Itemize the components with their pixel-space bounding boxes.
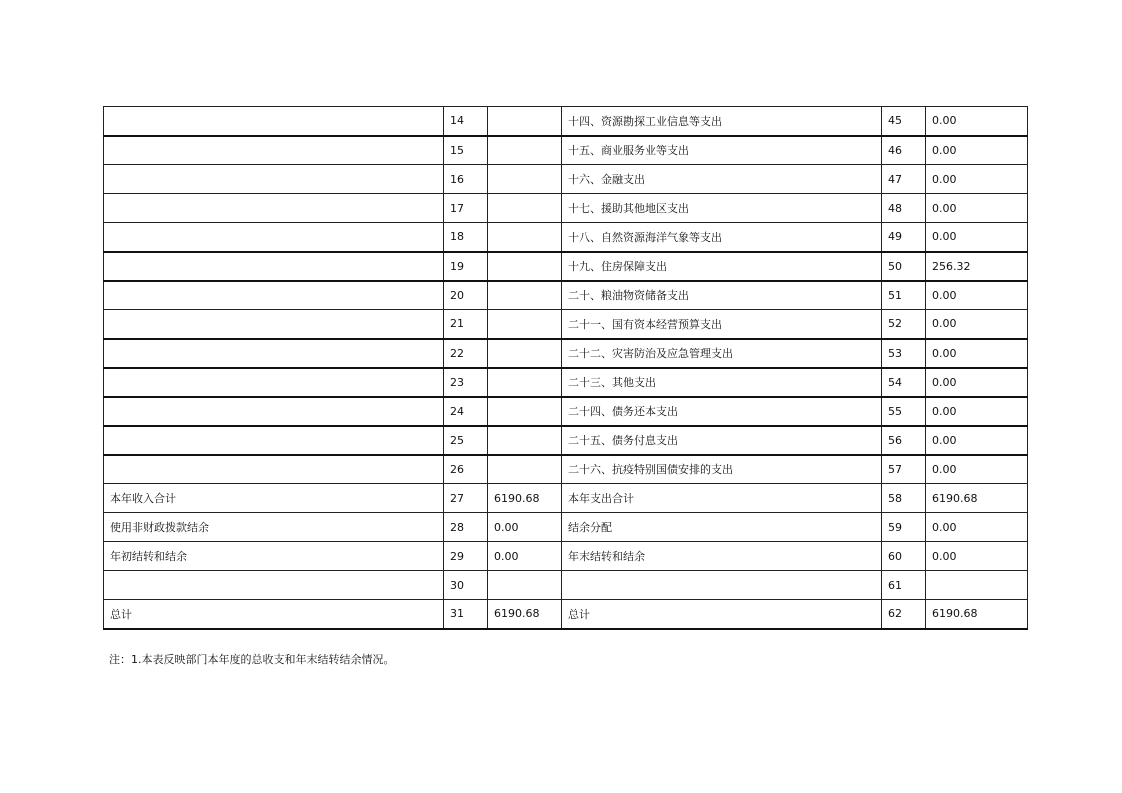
income-item-cell: [104, 281, 444, 310]
expense-amount-cell: 0.00: [926, 136, 1028, 165]
expense-item-cell: 十六、金融支出: [562, 165, 882, 194]
income-row-number: 16: [444, 165, 488, 194]
expense-amount-cell: 0.00: [926, 223, 1028, 252]
income-row-number: 19: [444, 252, 488, 281]
expense-amount-cell: 0.00: [926, 194, 1028, 223]
income-row-number: 15: [444, 136, 488, 165]
income-amount-cell: [488, 136, 562, 165]
expense-amount-cell: 0.00: [926, 455, 1028, 484]
income-amount-cell: [488, 165, 562, 194]
expense-item-cell: 二十四、债务还本支出: [562, 397, 882, 426]
expense-amount-cell: 0.00: [926, 165, 1028, 194]
income-row-number: 17: [444, 194, 488, 223]
income-item-cell: [104, 368, 444, 397]
expense-row-number: 55: [882, 397, 926, 426]
expense-item-cell: 十七、援助其他地区支出: [562, 194, 882, 223]
income-amount-cell: [488, 194, 562, 223]
income-item-cell: 年初结转和结余: [104, 542, 444, 571]
table-row: [104, 165, 1028, 194]
income-amount-cell: [488, 368, 562, 397]
table-row: [104, 368, 1028, 397]
income-item-cell: [104, 165, 444, 194]
expense-amount-cell: 0.00: [926, 426, 1028, 455]
income-item-cell: 总计: [104, 600, 444, 629]
income-item-cell: [104, 455, 444, 484]
expense-row-number: 61: [882, 571, 926, 600]
expense-row-number: 56: [882, 426, 926, 455]
expense-row-number: 50: [882, 252, 926, 281]
expense-row-number: 46: [882, 136, 926, 165]
expense-row-number: 57: [882, 455, 926, 484]
table-row: [104, 194, 1028, 223]
income-row-number: 28: [444, 513, 488, 542]
expense-amount-cell: 0.00: [926, 397, 1028, 426]
expense-row-number: 53: [882, 339, 926, 368]
income-row-number: 31: [444, 600, 488, 629]
income-amount-cell: [488, 426, 562, 455]
table-row: [104, 484, 1028, 513]
income-item-cell: [104, 136, 444, 165]
income-row-number: 30: [444, 571, 488, 600]
table-row: [104, 455, 1028, 484]
income-amount-cell: [488, 223, 562, 252]
expense-row-number: 62: [882, 600, 926, 629]
income-amount-cell: [488, 397, 562, 426]
expense-amount-cell: 0.00: [926, 339, 1028, 368]
income-row-number: 21: [444, 310, 488, 339]
income-row-number: 23: [444, 368, 488, 397]
expense-item-cell: 总计: [562, 600, 882, 629]
expense-row-number: 47: [882, 165, 926, 194]
table-row: [104, 252, 1028, 281]
income-amount-cell: [488, 571, 562, 600]
expense-item-cell: 本年支出合计: [562, 484, 882, 513]
income-amount-cell: 6190.68: [488, 600, 562, 629]
expense-row-number: 59: [882, 513, 926, 542]
income-amount-cell: [488, 107, 562, 136]
expense-row-number: 52: [882, 310, 926, 339]
income-row-number: 22: [444, 339, 488, 368]
income-row-number: 14: [444, 107, 488, 136]
expense-item-cell: 十四、资源勘探工业信息等支出: [562, 107, 882, 136]
expense-item-cell: 十五、商业服务业等支出: [562, 136, 882, 165]
expense-amount-cell: 0.00: [926, 107, 1028, 136]
income-item-cell: [104, 252, 444, 281]
table-footnote: 注：1.本表反映部门本年度的总收支和年末结转结余情况。: [109, 653, 395, 666]
income-item-cell: 使用非财政拨款结余: [104, 513, 444, 542]
expense-item-cell: 十九、住房保障支出: [562, 252, 882, 281]
income-item-cell: [104, 571, 444, 600]
expense-item-cell: 二十一、国有资本经营预算支出: [562, 310, 882, 339]
expense-amount-cell: 0.00: [926, 542, 1028, 571]
expense-item-cell: 结余分配: [562, 513, 882, 542]
expense-item-cell: 二十、粮油物资储备支出: [562, 281, 882, 310]
income-amount-cell: 6190.68: [488, 484, 562, 513]
table-row: [104, 397, 1028, 426]
table-row: [104, 310, 1028, 339]
expense-amount-cell: 0.00: [926, 513, 1028, 542]
table-row: [104, 571, 1028, 600]
income-item-cell: [104, 194, 444, 223]
expense-item-cell: 二十五、债务付息支出: [562, 426, 882, 455]
income-row-number: 29: [444, 542, 488, 571]
income-amount-cell: 0.00: [488, 513, 562, 542]
income-item-cell: [104, 223, 444, 252]
expense-item-cell: [562, 571, 882, 600]
income-amount-cell: 0.00: [488, 542, 562, 571]
table-row: [104, 600, 1028, 629]
expense-item-cell: 年末结转和结余: [562, 542, 882, 571]
expense-row-number: 49: [882, 223, 926, 252]
income-row-number: 20: [444, 281, 488, 310]
income-amount-cell: [488, 281, 562, 310]
table-row: [104, 339, 1028, 368]
income-row-number: 18: [444, 223, 488, 252]
budget-summary-table: [103, 106, 1028, 630]
expense-amount-cell: 6190.68: [926, 484, 1028, 513]
expense-item-cell: 十八、自然资源海洋气象等支出: [562, 223, 882, 252]
expense-amount-cell: 0.00: [926, 310, 1028, 339]
income-row-number: 24: [444, 397, 488, 426]
income-item-cell: [104, 107, 444, 136]
table-row: [104, 513, 1028, 542]
expense-amount-cell: 0.00: [926, 368, 1028, 397]
income-amount-cell: [488, 455, 562, 484]
expense-row-number: 60: [882, 542, 926, 571]
table-row: [104, 107, 1028, 136]
table-row: [104, 542, 1028, 571]
expense-item-cell: 二十三、其他支出: [562, 368, 882, 397]
income-amount-cell: [488, 252, 562, 281]
expense-amount-cell: 0.00: [926, 281, 1028, 310]
income-row-number: 25: [444, 426, 488, 455]
table-row: [104, 223, 1028, 252]
income-item-cell: [104, 339, 444, 368]
table-row: [104, 136, 1028, 165]
expense-item-cell: 二十六、抗疫特别国债安排的支出: [562, 455, 882, 484]
expense-amount-cell: 256.32: [926, 252, 1028, 281]
expense-item-cell: 二十二、灾害防治及应急管理支出: [562, 339, 882, 368]
expense-row-number: 51: [882, 281, 926, 310]
expense-row-number: 48: [882, 194, 926, 223]
expense-row-number: 58: [882, 484, 926, 513]
expense-amount-cell: 6190.68: [926, 600, 1028, 629]
income-row-number: 26: [444, 455, 488, 484]
expense-amount-cell: [926, 571, 1028, 600]
expense-row-number: 54: [882, 368, 926, 397]
table-row: [104, 426, 1028, 455]
income-amount-cell: [488, 310, 562, 339]
income-amount-cell: [488, 339, 562, 368]
income-row-number: 27: [444, 484, 488, 513]
income-item-cell: 本年收入合计: [104, 484, 444, 513]
income-item-cell: [104, 426, 444, 455]
income-item-cell: [104, 397, 444, 426]
expense-row-number: 45: [882, 107, 926, 136]
table-body: [104, 107, 1028, 629]
income-item-cell: [104, 310, 444, 339]
table-row: [104, 281, 1028, 310]
